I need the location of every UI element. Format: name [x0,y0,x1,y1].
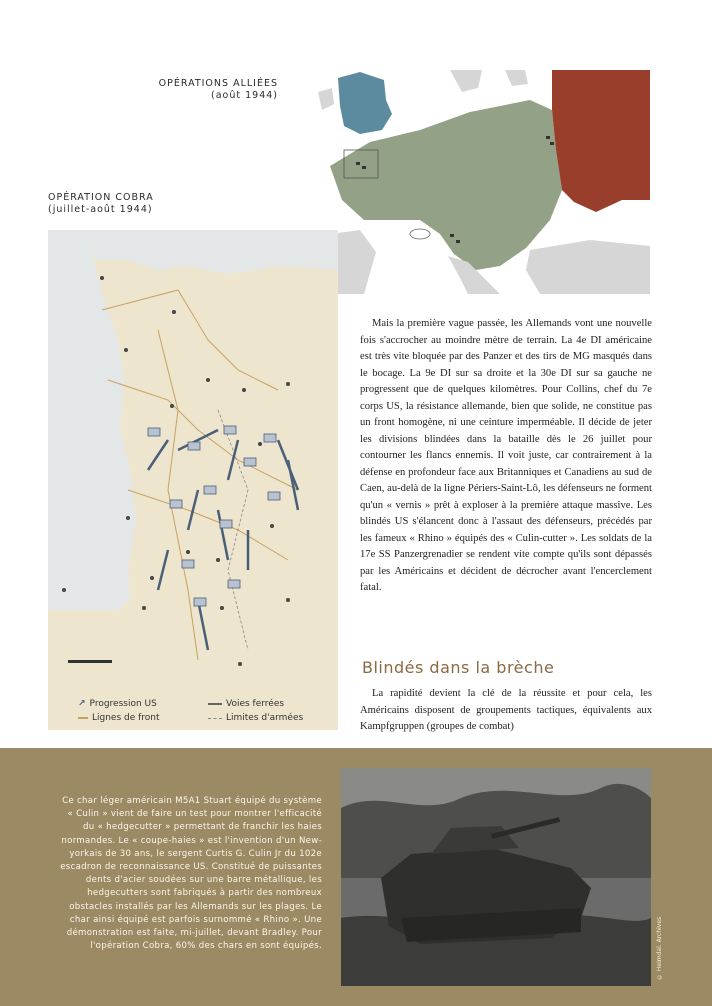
europe-operations-map [300,70,650,294]
cobra-map-legend [48,692,338,730]
europe-map-date: (août 1944) [211,90,278,101]
section-heading: Blindés dans la brèche [362,658,555,677]
article-body-2 [360,686,652,736]
article-body [360,316,652,597]
operation-cobra-map [48,230,338,730]
cobra-map-title: OPÉRATION COBRA [48,192,154,203]
cobra-map-date: (juillet-août 1944) [48,204,153,215]
europe-map-caption [159,78,278,102]
photo-caption: Ce char léger américain M5A1 Stuart équipé du système « Culin » vient de faire un test pour montrer l'efficacité du « hedgecutter » permettant de franchir les haies normandes. Le « coupe-haies » est l'invention d'un New-yorkais de 30 ans, le sergent Curtis G. Culin Jr du 102e escadron de reconnaissance US. Constitué de puissantes dents d'acier soudées sur une barre métallique, les hedgecutters sont fabriqués à partir des nombreux obstacles installés par les Allemands sur les plages. Le char ainsi équipé est parfois surnommé « Rhino ». Une démonstration est faite, mi-juillet, devant Bradley. Pour l'opération Cobra, 60% des chars en sont équipés. [60,796,322,952]
cobra-map-caption [48,192,154,216]
legend-item-rail-lines: Voies ferrées [208,699,284,709]
rail-line-swatch [208,703,222,705]
photo-credit: © Heimdal. Archives [656,916,663,980]
article-paragraph-1: Mais la première vague passée, les Allemands vont une nouvelle fois s'accrocher au moindre mètre de terrain. La 4e DI américaine est très vite bloquée par des Panzer et des tirs de MG masqués dans le bocage. La 9e DI sur sa droite et la 30e DI sur sa gauche ne progressent que de quelques kilomètres. Pour Collins, chef du 7e corps US, la résistance allemande, bien que solide, ne constitue pas un front homogène, ni une ceinture imperméable. Il décide de jeter les divisions blindées dans la bataille dès le 26 juillet pour contourner les flancs ennemis. Il voit juste, car contrairement à la défense en profondeur face aux Britanniques et Canadiens au sud de Caen, au-delà de la ligne Périers-Saint-Lô, les défenseurs ne forment qu'un « vernis » prêt à exploser à la première attaque massive. Les blindés US s'élancent donc à l'assaut des défenseurs, précédés par les fameux « Rhino » équipés des « Culin-cutter ». Les soldats de la 17e SS Panzergrenadier se rendent vite compte qu'ils sont dépassés par les Américains et décident de décrocher avant l'encerclement fatal. [360,318,652,593]
article-paragraph-2: La rapidité devient la clé de la réussite et pour cela, les Américains disposent de groupements tactiques, équivalents aux Kampfgruppen (groupes de combat) [360,688,652,732]
legend-item-us-advance: ↗ Progression US [78,699,157,709]
army-limit-swatch [208,718,222,719]
legend-item-front-lines: Lignes de front [78,713,160,723]
arrow-icon: ↗ [78,699,86,709]
tank-photo [341,768,651,986]
europe-map-title: OPÉRATIONS ALLIÉES [158,78,278,89]
front-line-swatch [78,717,88,719]
legend-item-army-limits: Limites d'armées [208,713,303,723]
